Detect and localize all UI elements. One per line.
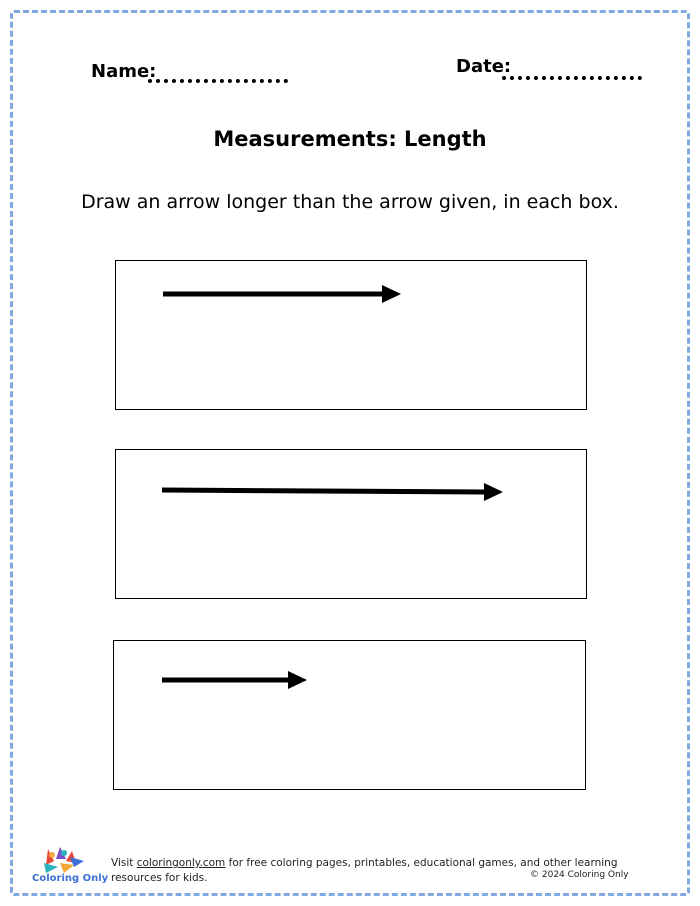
footer-visit-suffix: for free coloring pages, printables, educational games, and other learning resources for kids. [111,857,618,884]
name-field[interactable] [148,79,288,83]
arrow-3 [114,641,587,791]
date-label: Date: [456,56,512,77]
footer-link[interactable]: coloringonly.com [136,857,226,869]
copyright: © 2024 Coloring Only [530,870,629,880]
instruction-text: Draw an arrow longer than the arrow given, in each box. [81,191,619,213]
date-field[interactable] [502,76,642,80]
drawing-box-3[interactable] [113,640,586,790]
arrow-3-head [288,671,307,689]
footer-visit-prefix: Visit [111,857,137,869]
drawing-box-1[interactable] [115,260,587,410]
arrow-2 [116,450,588,600]
name-label: Name: [91,61,157,82]
logo-text: Coloring Only [32,873,109,884]
worksheet-title: Measurements: Length [213,127,487,151]
arrow-2-head [484,483,503,501]
arrow-1 [116,261,588,411]
arrow-1-head [382,285,401,303]
drawing-box-2[interactable] [115,449,587,599]
arrow-2-shaft [162,490,486,492]
